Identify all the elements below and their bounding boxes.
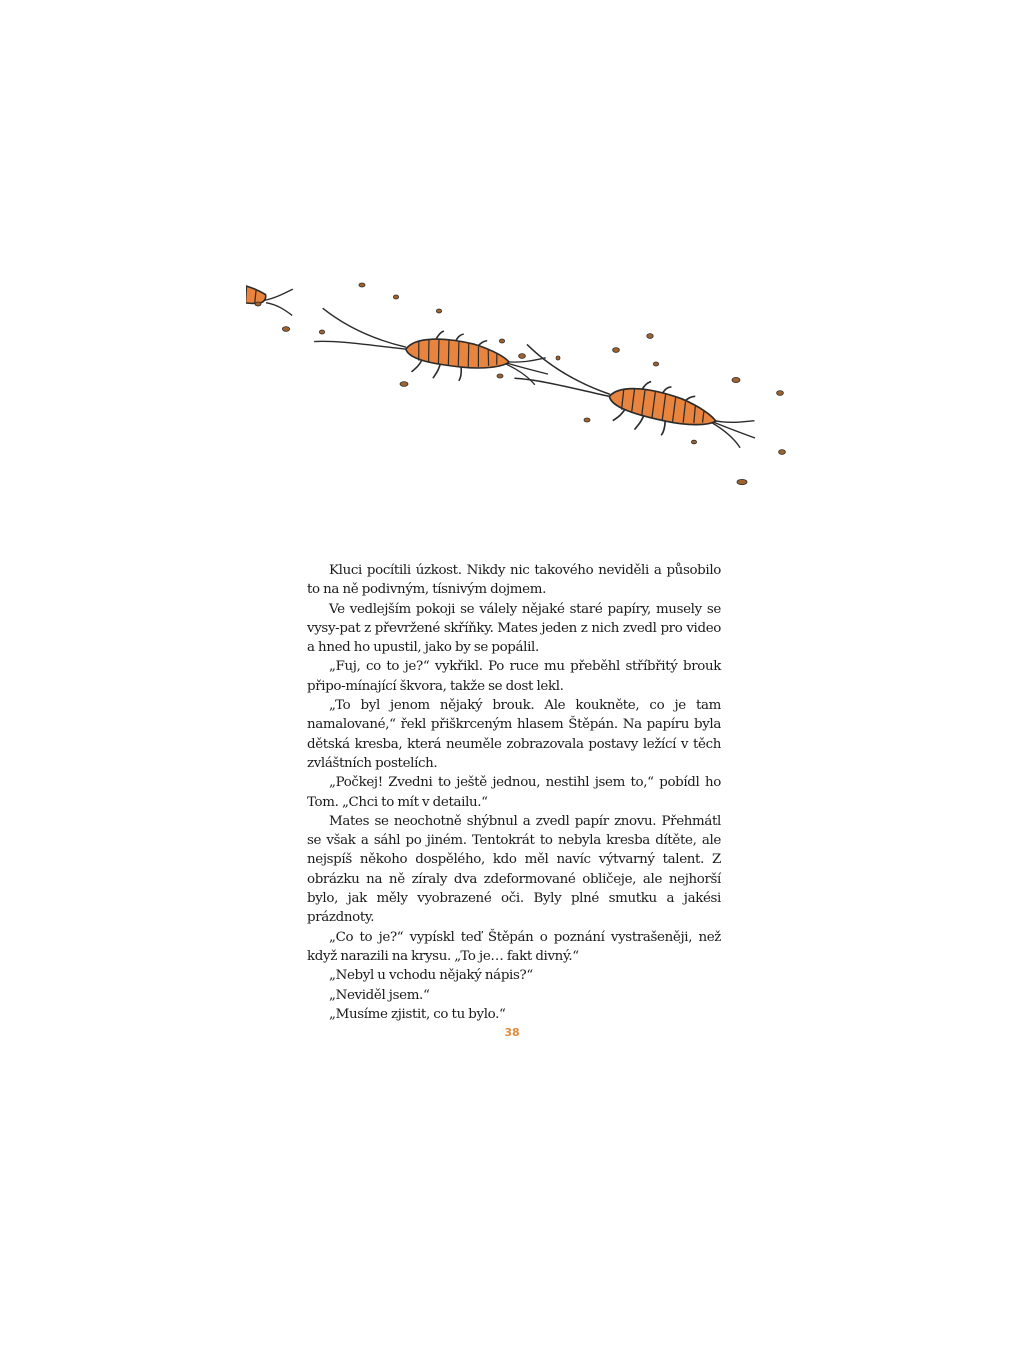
paragraph: „Co to je?“ vypískl teď Štěpán o poznání vystrašeněji, než když narazili na krysu. „To je… fakt divný.“ [307, 929, 721, 964]
paragraph: „To byl jenom nějaký brouk. Ale koukněte, co je tam namalované,“ řekl přiškrceným hlasem Štěpán. Na papíru byla dětská kresba, která neuměle zobrazovala postavy ležící v těch zvláštních postelích. [307, 698, 721, 771]
paragraph: Ve vedlejším pokoji se válely nějaké staré papíry, musely se vysy-pat z převržené skříňky. Mates jeden z nich zvedl pro video a hned ho upustil, jako by se popálil. [307, 601, 721, 656]
chapter-text [307, 561, 721, 1024]
dialogue-line: „Musíme zjistit, co tu bylo.“ [329, 1006, 506, 1022]
paragraph: „Počkej! Zvedni to ještě jednou, nestihl jsem to,“ pobídl ho Tom. „Chci to mít v detailu.“ [307, 775, 721, 810]
page-number: 38 [504, 1026, 520, 1039]
dialogue-line: „Neviděl jsem.“ [329, 987, 430, 1003]
silverfish-illustration [246, 278, 792, 492]
paragraph: „Fuj, co to je?“ vykřikl. Po ruce mu přeběhl stříbřitý brouk připo-mínající škvora, takže se dost lekl. [307, 659, 721, 694]
dialogue-line: „Nebyl u vchodu nějaký nápis?“ [329, 968, 533, 984]
paragraph: Mates se neochotně shýbnul a zvedl papír znovu. Přehmátl se však a sáhl po jiném. Tentokrát to nebyla kresba dítěte, ale nejspíš někoho dospělého, kdo měl navíc výtvarný talent. Z obrázku na ně zíraly dva zdeformované obličeje, ale nejhorší bylo, jak měly vyobrazené oči. Byly plné smutku a jakési prázdnoty. [307, 813, 721, 926]
paragraph: Kluci pocítili úzkost. Nikdy nic takového neviděli a působilo to na ně podivným, tísnivým dojmem. [307, 563, 721, 598]
